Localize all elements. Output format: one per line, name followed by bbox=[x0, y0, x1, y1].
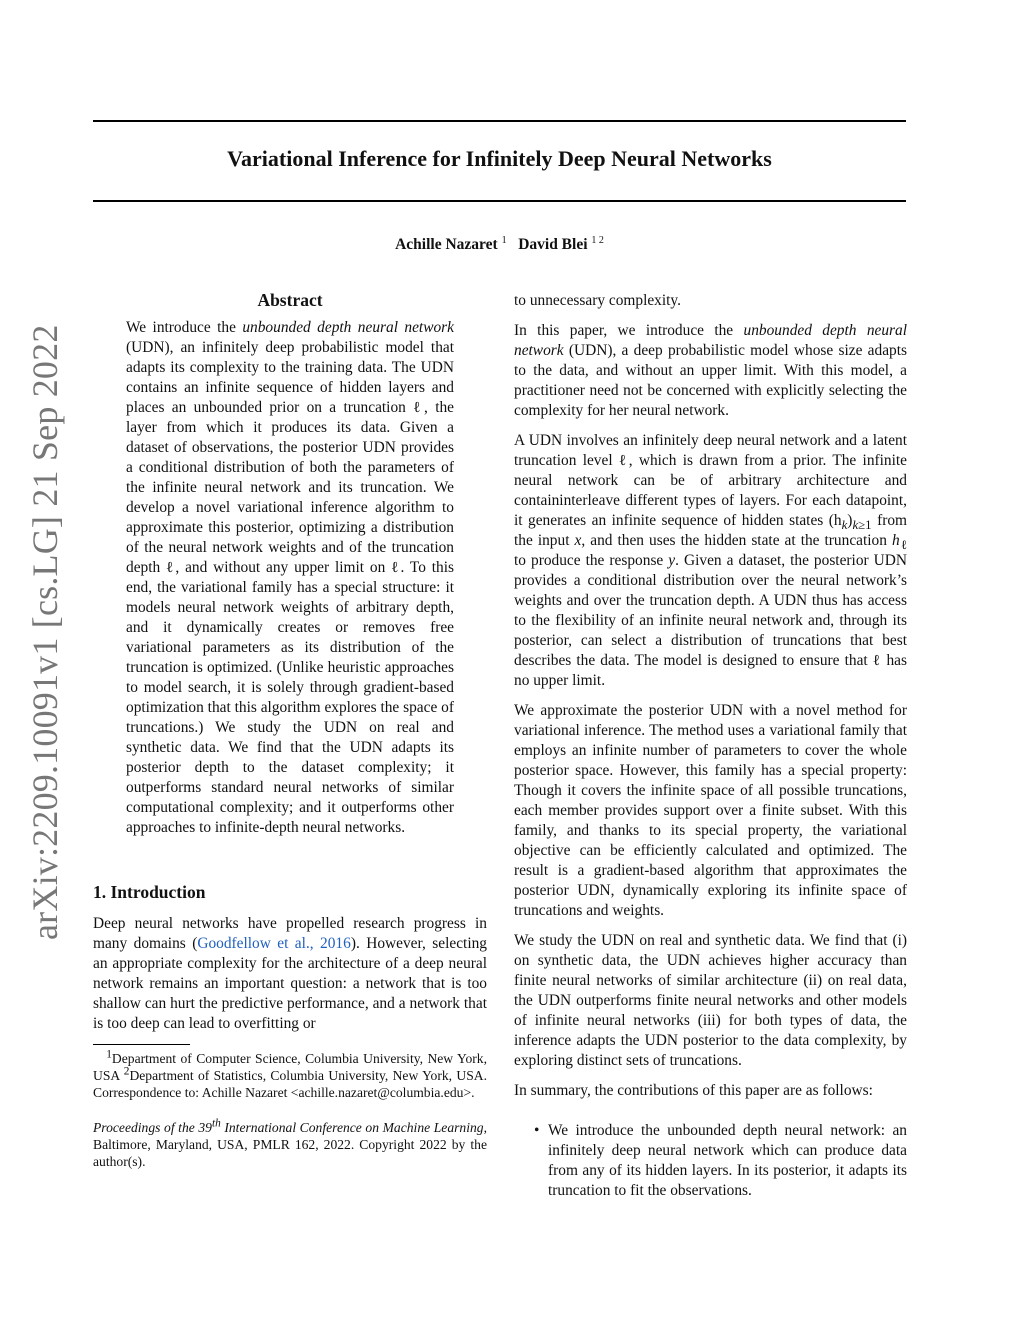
arxiv-identifier: arXiv:2209.10091v1 [cs.LG] 21 Sep 2022 bbox=[25, 324, 65, 940]
author-name: David Blei bbox=[518, 236, 588, 253]
intro-paragraph: A UDN involves an infinitely deep neural network and a latent truncation level ℓ, which is drawn from a prior. The infinite neural network can be of arbitrary architecture and containinterleave different types of layers. For each datapoint, it generates an infinite sequence of hidden states $(h_k)_{k\ge 1}$ from the input x, and then uses the hidden state at the truncation $h_\ell$ to produce the response y. Given a dataset, the posterior UDN provides a conditional distribution over the neural network’s weights and over the truncation depth. A UDN thus has access to the flexibility of an infinite neural network and, through its posterior, can select a distribution of truncations that best describes the data. The model is designed to ensure that ℓ has no upper limit. bbox=[514, 432, 908, 689]
top-rule bbox=[93, 120, 906, 122]
contributions-list bbox=[514, 1121, 907, 1201]
abstract-heading: Abstract bbox=[257, 290, 323, 310]
intro-paragraph: In this paper, we introduce the unbounded depth neural network (UDN), a deep probabilistic model whose size adapts to the data, and without an upper limit. With this model, a practitioner need not be concerned with explicitly selecting the complexity for her neural network. bbox=[514, 322, 908, 419]
abstract-body: We introduce the unbounded depth neural network (UDN), an infinitely deep probabilistic model that adapts its complexity to the training data. The UDN contains an infinite sequence of hidden layers and places an unbounded prior on a truncation ℓ, the layer from which it produces its data. Given a dataset of observations, the posterior UDN provides a conditional distribution of both the parameters of the infinite neural network and its truncation. We develop a novel variational inference algorithm to approximate this posterior, optimizing a distribution of the neural network weights and of the truncation depth ℓ, and without any upper limit on ℓ. To this end, the variational family has a special structure: it models neural network weights of arbitrary depth, and it dynamically creates or removes free variational parameters as its distribution of the truncation is optimized. (Unlike heuristic approaches to model search, it is solely through gradient-based optimization that this algorithm explores the space of truncations.) We study the UDN on real and synthetic data. We find that the UDN adapts its posterior depth to the dataset complexity; it outperforms standard neural networks of similar computational complexity; and it outperforms other approaches to infinite-depth neural networks. bbox=[126, 319, 454, 836]
affiliation-mark: 1 2 bbox=[591, 234, 604, 246]
intro-paragraph: to unnecessary complexity. bbox=[514, 292, 681, 309]
title-rule bbox=[93, 200, 906, 202]
list-item: • We introduce the unbounded depth neural network: an infinitely deep neural network which can produce data from any of its hidden layers. In its posterior, it adapts its truncation to fit the observations. bbox=[534, 1122, 907, 1199]
intro-paragraph: In summary, the contributions of this paper are as follows: bbox=[514, 1082, 873, 1099]
authors bbox=[93, 236, 906, 254]
affiliation-mark: 1 bbox=[501, 234, 507, 246]
left-column bbox=[93, 290, 487, 1182]
intro-paragraph: We study the UDN on real and synthetic data. We find that (i) on synthetic data, the UDN achieves higher accuracy than finite neural networks of similar architecture (ii) on real data, the UDN outperforms finite neural networks and other models of infinite neural networks (iii) for both types of data, the inference adapts the UDN posterior to the data complexity, by exploring distinct sets of truncations. bbox=[514, 932, 907, 1069]
section-heading-introduction: 1. Introduction bbox=[93, 882, 206, 902]
right-column bbox=[514, 291, 907, 1201]
intro-paragraph: We approximate the posterior UDN with a novel method for variational inference. The method uses a variational family that employs an infinite number of parameters to cover the whole posterior space. However, this family has a special property: Though it covers the infinite space of all possible truncations, each member provides support over a finite subset. With this family, and thanks to its special property, the variational objective can be efficiently calculated and optimized. The result is a gradient-based algorithm that approximates the posterior UDN, dynamically exploring its infinite space of truncations and weights. bbox=[514, 702, 907, 919]
citation-link[interactable]: Goodfellow et al., 2016 bbox=[197, 935, 351, 952]
intro-paragraph: Deep neural networks have propelled research progress in many domains (Goodfellow et al., 2016). However, selecting an appropriate complexity for the architecture of a deep neural network remains an important question: a network that is too shallow can hurt the predictive performance, and a network that is too deep can lead to overfitting or bbox=[93, 915, 487, 1032]
paper-title: Variational Inference for Infinitely Deep Neural Networks bbox=[227, 146, 772, 171]
footnote-affiliations: $^1$Department of Computer Science, Columbia University, New York, USA $^2$Department of Statistics, Columbia University, New York, USA. Correspondence to: Achille Nazaret <achille.nazaret@columbia.edu>. bbox=[93, 1048, 487, 1100]
proceedings-note: Proceedings of the 39th International Conference on Machine Learning, Baltimore, Maryland, USA, PMLR 162, 2022. Copyright 2022 by the author(s). bbox=[93, 1117, 487, 1169]
author-name: Achille Nazaret bbox=[395, 236, 498, 253]
footnote-rule bbox=[93, 1044, 190, 1045]
